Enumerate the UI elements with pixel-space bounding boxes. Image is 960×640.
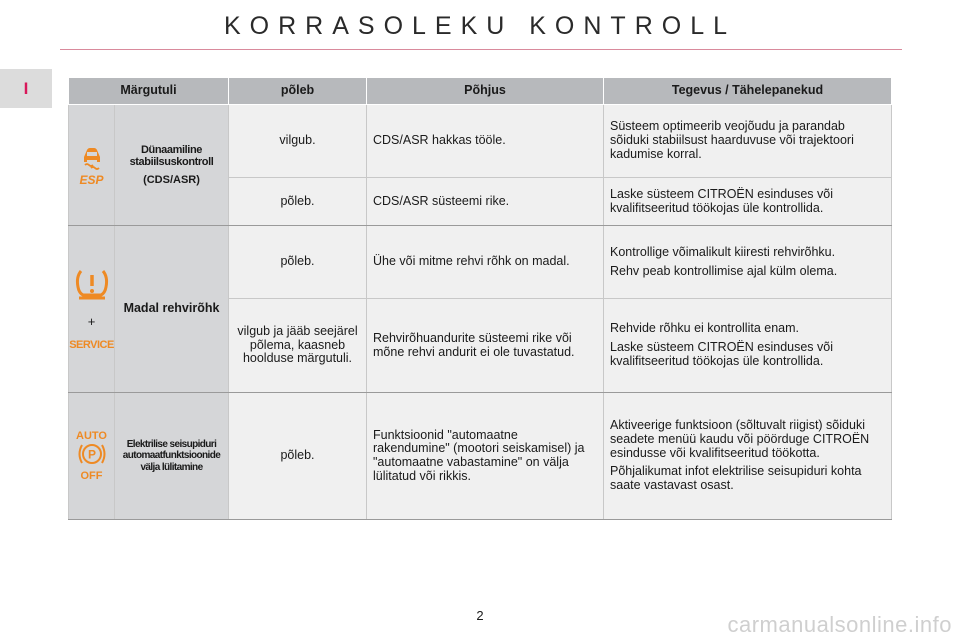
table-row: [69, 105, 892, 178]
p-letter: P: [87, 447, 96, 462]
esp-cause-2: CDS/ASR süsteemi rike.: [367, 178, 604, 226]
table-row: [69, 226, 892, 299]
esp-action-1-text: Süsteem optimeerib veojõudu ja parandab sõiduki stabiilsust haarduvuse või trajektoori kadumise korral.: [610, 119, 854, 161]
page-title: KORRASOLEKU KONTROLL: [223, 12, 737, 40]
esp-cause-1: CDS/ASR hakkas tööle.: [367, 105, 604, 178]
esp-name-cell: [115, 105, 229, 226]
esp-icon-label: ESP: [79, 172, 104, 187]
esp-icon-cell: [69, 105, 115, 226]
tpms-lit-1: põleb.: [229, 226, 367, 299]
tpms-action-2-text-2: Laske süsteem CITROËN esinduses või kvalifitseeritud töökojas üle kontrollida.: [610, 340, 834, 368]
epb-name: Elektrilise seisupiduri automaatfunktsioonide välja lülitamine: [122, 438, 221, 473]
parking-brake-icon: [74, 442, 110, 466]
tpms-cause-2: Rehvirõhuandurite süsteemi rike või mõne rehvi andurit ei ole tuvastatud.: [367, 299, 604, 393]
header-lit: põleb: [229, 78, 367, 105]
warning-lights-table: [68, 77, 892, 520]
tire-pressure-icon: [74, 267, 110, 301]
section-tab[interactable]: I: [0, 69, 52, 108]
tpms-icon-cell: [69, 226, 115, 393]
title-rule: [60, 49, 902, 50]
table-row: [69, 393, 892, 520]
tpms-action-2-text-1: Rehvide rõhku ei kontrollita enam.: [610, 321, 799, 336]
esp-action-1: [604, 105, 892, 178]
epb-lit-1: põleb.: [229, 393, 367, 520]
tpms-cause-1: Ühe või mitme rehvi rõhk on madal.: [367, 226, 604, 299]
esp-name: Dünaamiline stabiilsuskontroll: [129, 144, 214, 169]
off-label: OFF: [80, 469, 103, 482]
tpms-name: Madal rehvirõhk: [123, 301, 220, 316]
esp-action-2: [604, 178, 892, 226]
tpms-name-cell: [115, 226, 229, 393]
esp-name-sub: (CDS/ASR): [143, 173, 200, 186]
tpms-action-1: [604, 226, 892, 299]
esp-skid-icon: [79, 144, 105, 170]
auto-label: AUTO: [76, 430, 107, 443]
esp-action-2-text: Laske süsteem CITROËN esinduses või kvalifitseeritud töökojas üle kontrollida.: [610, 186, 834, 215]
esp-lit-2: põleb.: [229, 178, 367, 226]
header-cause: Põhjus: [367, 78, 604, 105]
epb-name-cell: [115, 393, 229, 520]
epb-cause-1: Funktsioonid "automaatne rakendumine" (mootori seiskamisel) ja "automaatne vabastamine" on välja lülitatud või rikkis.: [367, 393, 604, 520]
esp-lit-1: vilgub.: [229, 105, 367, 178]
tpms-lit-2: vilgub ja jääb seejärel põlema, kaasneb hoolduse märgutuli.: [229, 299, 367, 393]
header-indicator: Märgutuli: [69, 78, 229, 105]
tpms-action-2: [604, 299, 892, 393]
service-icon: SERVICE: [69, 338, 114, 351]
header-action: Tegevus / Tähelepanekud: [604, 78, 892, 105]
epb-icon-cell: [69, 393, 115, 520]
page-number: 2: [476, 608, 484, 623]
tpms-action-1-text-2: Rehv peab kontrollimise ajal külm olema.: [610, 263, 838, 278]
plus-sign: +: [87, 313, 96, 329]
epb-action-1-text-2: Põhjalikumat infot elektrilise seisupiduri kohta saate vastavast osast.: [610, 464, 862, 493]
tpms-action-1-text-1: Kontrollige võimalikult kiiresti rehvirõhku.: [610, 244, 836, 259]
epb-action-1: [604, 393, 892, 520]
table-header-row: [69, 78, 892, 105]
epb-action-1-text-1: Aktiveerige funktsioon (sõltuvalt riigist) sõiduki seadete menüü kaudu või pöörduge CITROËN esindusse või kvalifitseeritud töökotta.: [610, 418, 870, 460]
watermark: carmanualsonline.info: [727, 612, 952, 637]
